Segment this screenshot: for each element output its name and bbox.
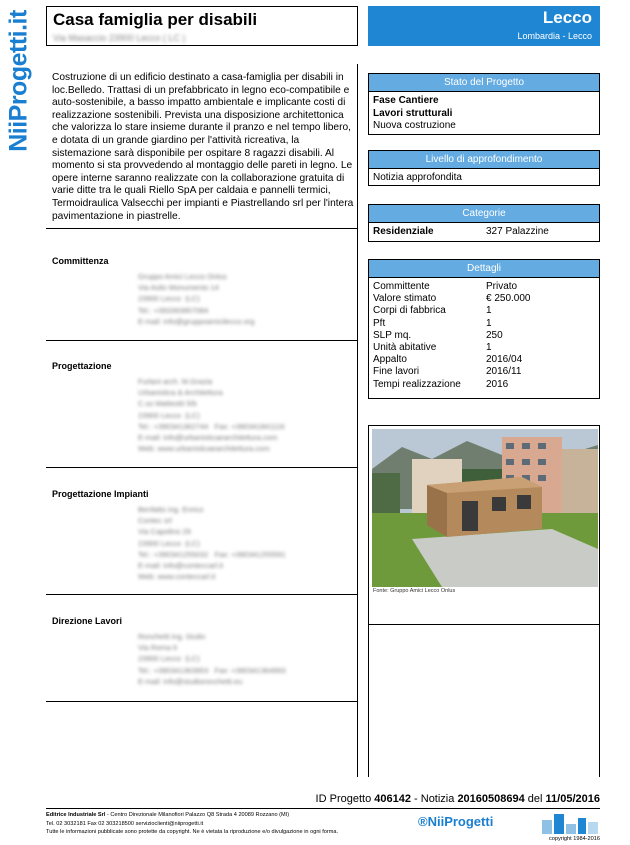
footer-info: [46, 811, 406, 837]
categorie-heading: Categorie: [369, 205, 599, 223]
copyright: copyright 1984-2016: [548, 836, 600, 842]
contact-line: 23900 Lecco (LC): [138, 538, 200, 548]
detail-value: 1: [486, 317, 492, 329]
contact-line: Contec srl: [138, 516, 172, 526]
categorie-box: [368, 204, 600, 242]
detail-row: [373, 342, 595, 354]
contact-line: E-mail: info@urbanisticaearchitettura.com: [138, 433, 278, 443]
detail-row: [373, 281, 595, 293]
contact-line: Tel.: +390341363953 Fax: +390341364993: [138, 665, 286, 675]
detail-key: Unità abitative: [373, 342, 437, 354]
notizia-date: 11/05/2016: [545, 793, 600, 805]
footer-address: - Centro Direzionale Milanofiori Palazzo Q8 Strada 4 20089 Rozzano (MI): [105, 812, 290, 818]
contact-line: Via Capolino 29: [138, 527, 191, 537]
detail-key: Appalto: [373, 354, 407, 366]
contact-line: Gruppo Amici Lecco Onlus: [138, 272, 227, 281]
contact-line: E-mail: info@gruppoamicilecco.org: [138, 316, 255, 326]
notizia-id: 20160508694: [457, 793, 525, 805]
detail-value: 250: [486, 329, 503, 341]
categoria-key: Residenziale: [373, 226, 434, 237]
city-name: Lecco: [542, 8, 592, 27]
divider: [46, 701, 358, 702]
footer-logo-text: ®NiiProgetti: [418, 814, 494, 829]
categoria-value: 327 Palazzine: [486, 226, 549, 237]
divider: [46, 340, 358, 341]
divider: [46, 467, 358, 468]
project-photo-box: [368, 425, 600, 625]
section-committenza-heading: Committenza: [52, 256, 109, 266]
buildings-icon: [540, 812, 600, 834]
stato-heading: Stato del Progetto: [369, 74, 599, 92]
detail-key: Valore stimato: [373, 293, 437, 305]
impianti-contact: [138, 504, 286, 582]
date-prefix: del: [527, 793, 543, 805]
contact-line: E-mail: info@studioronchetti.eu: [138, 676, 243, 686]
detail-value: 2016/04: [486, 354, 523, 366]
left-column: [46, 64, 358, 777]
contact-line: Via Asilo Monumento 14: [138, 283, 219, 293]
id-prefix: ID Progetto: [315, 793, 372, 805]
detail-row: [373, 366, 595, 378]
section-progettazione-heading: Progettazione: [52, 361, 112, 371]
detail-row: [373, 318, 595, 330]
contact-line: Web: www.urbanisticaearchitettura.com: [138, 444, 270, 454]
footer-legal: Tutte le informazioni pubblicate sono protette da copyright. Ne è vietata la riproduzione e/o divulgazione in ogni forma.: [46, 829, 339, 835]
section-direzione-heading: Direzione Lavori: [52, 616, 123, 626]
detail-row: [373, 354, 595, 366]
contact-line: Tel.: +390341255032 Fax: +390341255591: [138, 549, 286, 559]
stato-box: [368, 73, 600, 135]
stato-lavori: Lavori strutturali: [373, 107, 453, 119]
contact-line: Benfatto ing. Enrico: [138, 505, 204, 514]
contact-line: Web: www.conteccarl.it: [138, 572, 216, 582]
detail-key: Pft: [373, 317, 386, 329]
livello-heading: Livello di approfondimento: [369, 151, 599, 169]
contact-line: Via Roma 6: [138, 643, 178, 653]
contact-line: Ronchetti ing. Giulio: [138, 632, 206, 641]
detail-row: [373, 305, 595, 317]
detail-value: € 250.000: [486, 293, 531, 305]
livello-value: Notizia approfondita: [373, 172, 462, 183]
footer-phone: Tel. 02 3032181 Fax 02 303218500 servizioclienti@niiprogetti.it: [46, 820, 204, 827]
detail-key: SLP mq.: [373, 329, 412, 341]
stato-fase: Fase Cantiere: [373, 95, 439, 106]
contact-line: Furlani arch. M.Grazia: [138, 377, 213, 386]
project-id-line: [316, 793, 600, 805]
contact-line: Urbanistica & Architettura: [138, 388, 223, 398]
contact-line: E-mail: info@conteccarl.it: [138, 561, 224, 571]
section-impianti-heading: Progettazione Impianti: [52, 489, 149, 499]
detail-value: 2016/11: [486, 366, 522, 378]
contact-line: C.so Matteotti 5/b: [138, 399, 197, 409]
contact-line: 23900 Lecco (LC): [138, 294, 200, 304]
divider: [46, 228, 358, 229]
detail-key: Committente: [373, 281, 430, 292]
contact-line: 23900 Lecco (LC): [138, 654, 200, 664]
title-box: [46, 6, 358, 46]
project-id: 406142: [374, 793, 411, 805]
contact-line: 23900 Lecco (LC): [138, 410, 200, 420]
detail-value: 2016: [486, 378, 509, 390]
footer-divider: [46, 808, 600, 809]
detail-value: 1: [486, 305, 492, 317]
divider: [46, 594, 358, 595]
project-title: Casa famiglia per disabili: [53, 10, 258, 29]
committenza-contact: [138, 271, 254, 327]
region-name: Lombardia - Lecco: [517, 31, 592, 41]
detail-key: Tempi realizzazione: [373, 378, 461, 390]
notizia-prefix: - Notizia: [414, 793, 455, 805]
photo-credit: Fonte: Gruppo Amici Lecco Onlus: [373, 588, 456, 594]
project-description: Costruzione di un edificio destinato a casa-famiglia per disabili in loc.Belledo. Trattasi di un prefabbricato in legno eco-compatibile e auto-sostenibile, a basso impatto ambientale e implicante costi di realizzazione sostenibili. Prevista una disposizione architettonica che valorizza lo stare insieme durante il pranzo e nel tempo libero, e dotata di un grande giardino per l'attività ricreativa, la sistemazione sarà disponibile per ospitare 8 ragazzi disabili. Al momento si sta provvedendo al montaggio delle pareti in legno. Le opere interne saranno realizzate con la collaborazione gratuita di varie ditte tra le quali Riello SpA per caldaia e pannelli termici, Termoidraulica Valsecchi per impianti e Piastrellando srl per l'intera pavimentazione in piastrelle.: [52, 72, 354, 222]
detail-value: Privato: [486, 281, 518, 292]
location-box: [368, 6, 600, 46]
footer-company: Editrice Industriale Srl: [46, 812, 106, 818]
detail-row: [373, 293, 595, 305]
project-photo: [372, 429, 598, 587]
detail-key: Fine lavori: [373, 366, 420, 378]
detail-key: Corpi di fabbrica: [373, 305, 446, 317]
direzione-contact: [138, 631, 286, 687]
detail-row: [373, 330, 595, 342]
footer-logo: [418, 812, 600, 834]
stato-tipo: Nuova costruzione: [373, 120, 456, 131]
livello-box: [368, 150, 600, 186]
detail-value: 1: [486, 342, 492, 354]
project-address: Via Masaccio 23900 Lecco ( LC ): [53, 33, 186, 43]
vertical-logo-text: NiiProgetti.it: [4, 10, 33, 152]
right-column-spacer: [368, 625, 600, 777]
dettagli-box: [368, 259, 600, 399]
dettagli-heading: Dettagli: [369, 260, 599, 278]
vertical-logo: [4, 6, 34, 156]
detail-row: [373, 379, 595, 391]
contact-line: Tel.: +393393957084: [138, 305, 209, 315]
contact-line: Tel.: +390341362744 Fax: +390341841116: [138, 421, 285, 431]
progettazione-contact: [138, 376, 285, 454]
